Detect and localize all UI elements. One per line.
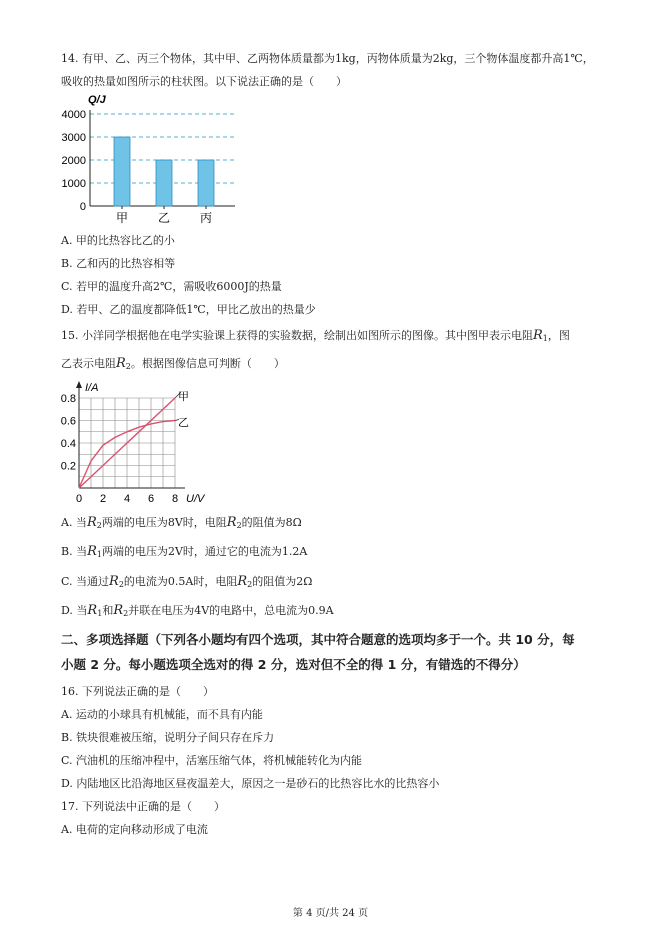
iu-y-tick-label: 0.6 xyxy=(60,415,76,428)
iu-x-tick-label: 0 xyxy=(75,493,83,505)
iu-series-label-yi: 乙 xyxy=(178,417,189,429)
bar-x-tick-label: 乙 xyxy=(157,211,171,225)
q15-iu-graph xyxy=(55,378,225,508)
iu-y-tick-label: 0.2 xyxy=(60,460,76,473)
bar-x-tick-label: 丙 xyxy=(199,211,213,225)
section2-heading-line1: 二、多项选择题（下列各小题均有四个选项，其中符合题意的选项均多于一个。共 10 分，每 xyxy=(61,632,575,647)
q14-option-b: B. 乙和丙的比热容相等 xyxy=(61,257,176,270)
bar-x-tick-label: 甲 xyxy=(115,211,129,225)
q14-stem-line2: 吸收的热量如图所示的柱状图。以下说法正确的是（ ） xyxy=(61,75,347,88)
bar-y-axis-label: Q/J xyxy=(88,94,106,106)
q15-option-c: C. 当通过R2的电流为0.5A时，电阻R2的阻值为2Ω xyxy=(61,574,313,589)
iu-x-tick-label: 2 xyxy=(99,493,107,505)
iu-x-axis-label: U/V xyxy=(186,493,205,505)
q15-stem-line1: 15. 小洋同学根据他在电学实验课上获得的实验数据，绘制出如图所示的图像。其中图甲表示电阻R1，图 xyxy=(61,328,570,343)
bar-3 xyxy=(198,160,214,206)
q14-option-d: D. 若甲、乙的温度都降低1℃，甲比乙放出的热量少 xyxy=(61,303,316,316)
bar-y-tick-label: 2000 xyxy=(61,155,86,167)
bar-y-tick-label: 0 xyxy=(79,201,86,213)
bar-2 xyxy=(156,160,172,206)
iu-x-tick-label: 8 xyxy=(171,493,179,505)
q16-stem: 16. 下列说法正确的是（ ） xyxy=(61,685,214,698)
q16-option-d: D. 内陆地区比沿海地区昼夜温差大，原因之一是砂石的比热容比水的比热容小 xyxy=(61,777,440,790)
q15-option-a: A. 当R2两端的电压为8V时，电阻R2的阻值为8Ω xyxy=(61,515,302,530)
iu-y-arrow xyxy=(76,381,82,388)
iu-x-tick-label: 6 xyxy=(147,493,155,505)
q17-option-a: A. 电荷的定向移动形成了电流 xyxy=(61,823,208,836)
iu-y-tick-label: 0.8 xyxy=(60,393,76,405)
q16-option-b: B. 铁块很难被压缩，说明分子间只存在斥力 xyxy=(61,731,275,744)
q15-option-d: D. 当R1和R2并联在电压为4V的电路中，总电流为0.9A xyxy=(61,603,334,618)
iu-x-tick-label: 4 xyxy=(123,493,131,505)
bar-y-tick-label: 3000 xyxy=(61,132,86,144)
iu-y-axis-label: I/A xyxy=(85,382,99,394)
q17-stem: 17. 下列说法中正确的是（ ） xyxy=(61,800,225,813)
q15-option-b: B. 当R1两端的电压为2V时，通过它的电流为1.2A xyxy=(61,544,308,559)
bar-1 xyxy=(114,137,130,206)
q15-stem-line2: 乙表示电阻R2。根据图像信息可判断（ ） xyxy=(61,356,285,371)
bar-y-tick-label: 1000 xyxy=(61,178,86,190)
q14-option-a: A. 甲的比热容比乙的小 xyxy=(61,234,175,247)
page-footer: 第 4 页/共 24 页 xyxy=(292,908,369,919)
section2-heading-line2: 小题 2 分。每小题选项全选对的得 2 分，选对但不全的得 1 分，有错选的不得分） xyxy=(61,657,526,672)
iu-series-label-jia: 甲 xyxy=(178,391,189,403)
q16-option-c: C. 汽油机的压缩冲程中，活塞压缩气体，将机械能转化为内能 xyxy=(61,754,363,767)
iu-y-tick-label: 0.4 xyxy=(60,438,76,450)
q14-stem-line1: 14. 有甲、乙、丙三个物体，其中甲、乙两物体质量都为1kg，丙物体质量为2kg，三个物体温度都升高1℃， xyxy=(61,52,594,65)
q14-bar-chart xyxy=(55,92,245,228)
q16-option-a: A. 运动的小球具有机械能，而不具有内能 xyxy=(61,708,263,721)
bar-y-tick-label: 4000 xyxy=(61,109,86,121)
q14-option-c: C. 若甲的温度升高2℃，需吸收6000J的热量 xyxy=(61,280,282,293)
